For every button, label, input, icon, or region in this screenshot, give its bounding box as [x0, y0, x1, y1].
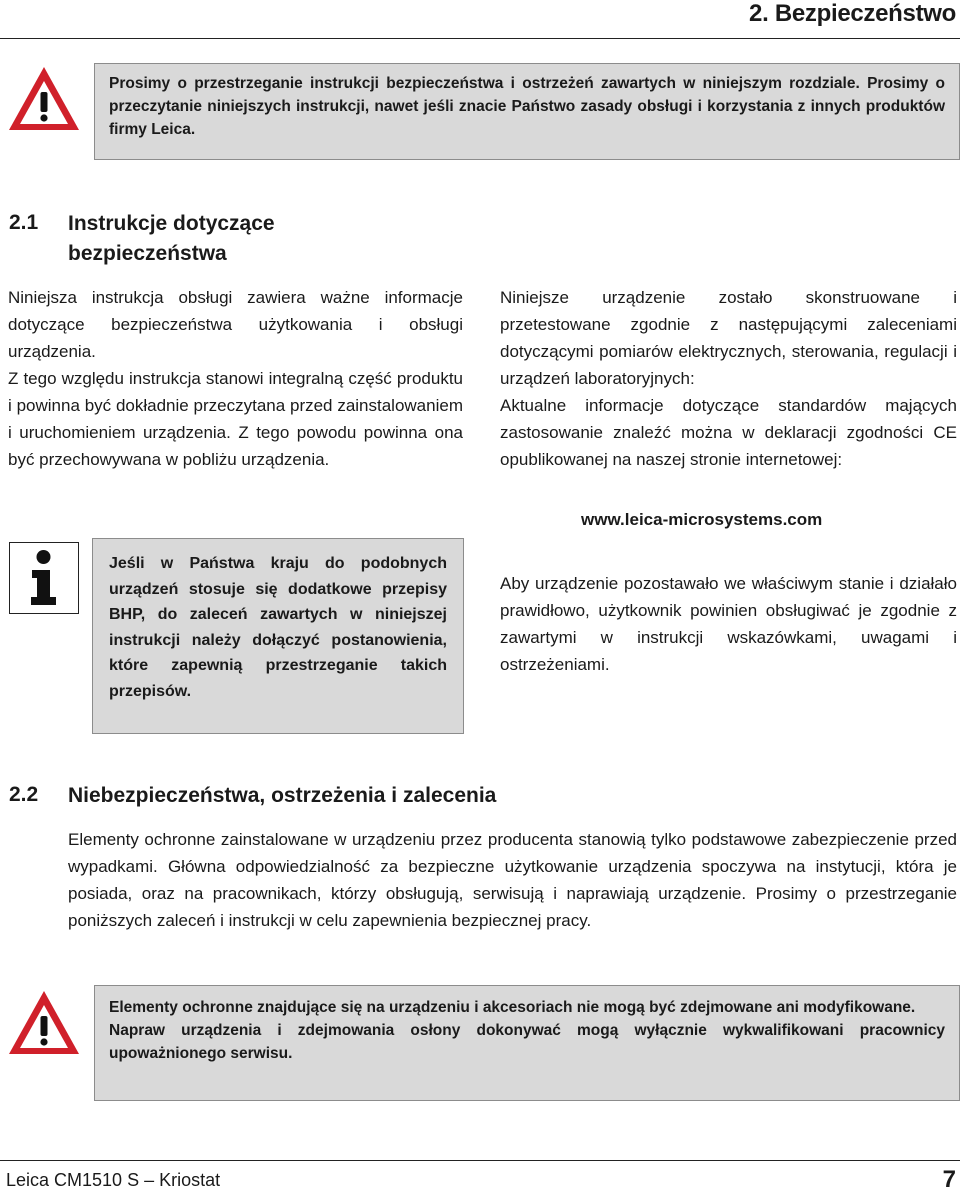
section-2-1-title-line1: Instrukcje dotyczące: [68, 212, 275, 235]
warning-triangle-icon: [6, 64, 82, 134]
website-link[interactable]: www.leica-microsystems.com: [581, 510, 823, 529]
section-2-2-number: 2.2: [9, 783, 39, 806]
right-paragraph-2: Aktualne informacje dotyczące standardów mających zastosowanie znaleźć można w deklaracji zgodności CE opublikowanej na naszej stronie internetowej:: [500, 396, 957, 469]
info-icon: [9, 542, 79, 614]
warning-line-2: Napraw urządzenia i zdejmowania osłony dokonywać mogą wyłącznie wykwalifikowani pracownicy upoważnionego serwisu.: [109, 1022, 945, 1062]
intro-warning-box: [94, 63, 960, 160]
right-paragraph-1: Niniejsze urządzenie zostało skonstruowane i przetestowane zgodnie z następującymi zaleceniami dotyczącymi pomiarów elektrycznych, sterowania, regulacji i urządzeń laboratoryjnych:: [500, 288, 957, 388]
section-2-2-title: Niebezpieczeństwa, ostrzeżenia i zalecenia: [68, 784, 497, 807]
intro-warning-text: Prosimy o przestrzeganie instrukcji bezpieczeństwa i ostrzeżeń zawartych w niniejszym rozdziale. Prosimy o przeczytanie niniejszych instrukcji, nawet jeśli znacie Państwo zasady obsługi i korzystania z innych produktów firmy Leica.: [109, 75, 945, 138]
section-2-1-left-column: [8, 284, 463, 473]
info-note-text: Jeśli w Państwa kraju do podobnych urządzeń stosuje się dodatkowe przepisy BHP, do zaleceń zawartych w niniejszej instrukcji należy dołączyć postanowienia, które zapewnią przestrzeganie takich przepisów.: [109, 555, 447, 700]
chapter-title: 2. Bezpieczeństwo: [749, 0, 956, 27]
footer-divider: [0, 1160, 960, 1161]
warning-triangle-icon: [6, 988, 82, 1058]
page-number: 7: [942, 1166, 956, 1193]
header-divider: [0, 38, 960, 39]
left-paragraph-2: Z tego względu instrukcja stanowi integralną część produktu i powinna być dokładnie przeczytana przed zainstalowaniem i uruchomieniem urządzenia. Z tego powodu powinna ona być przechowywana w pobliżu urządzenia.: [8, 369, 463, 469]
left-paragraph-1: Niniejsza instrukcja obsługi zawiera ważne informacje dotyczące bezpieczeństwa użytkowania i obsługi urządzenia.: [8, 288, 463, 361]
right-paragraph-3-container: [500, 570, 957, 678]
section-2-2-warning-box: [94, 985, 960, 1101]
right-paragraph-3: Aby urządzenie pozostawało we właściwym stanie i działało prawidłowo, użytkownik powinien obsługiwać je zgodnie z zawartymi w instrukcji wskazówkami, uwagami i ostrzeżeniami.: [500, 574, 957, 674]
section-2-1-title: [68, 209, 275, 269]
footer-product-name: Leica CM1510 S – Kriostat: [6, 1170, 221, 1190]
info-note-box: [92, 538, 464, 734]
warning-line-1: Elementy ochronne znajdujące się na urządzeniu i akcesoriach nie mogą być zdejmowane ani modyfikowane.: [109, 999, 916, 1016]
section-2-2-paragraph: Elementy ochronne zainstalowane w urządzeniu przez producenta stanowią tylko podstawowe zabezpieczenie przed wypadkami. Główna odpowiedzialność za bezpieczne użytkowanie urządzenia spoczywa na instytucji, która je posiada, oraz na pracownikach, którzy obsługują, serwisują i naprawiają urządzenie. Prosimy o przestrzeganie poniższych zaleceń i instrukcji w celu zapewnienia bezpiecznej pracy.: [68, 830, 957, 930]
section-2-1-right-column: [500, 284, 957, 473]
section-2-2-paragraph-container: [68, 826, 957, 934]
section-2-1-number: 2.1: [9, 211, 39, 234]
section-2-1-title-line2: bezpieczeństwa: [68, 242, 227, 265]
